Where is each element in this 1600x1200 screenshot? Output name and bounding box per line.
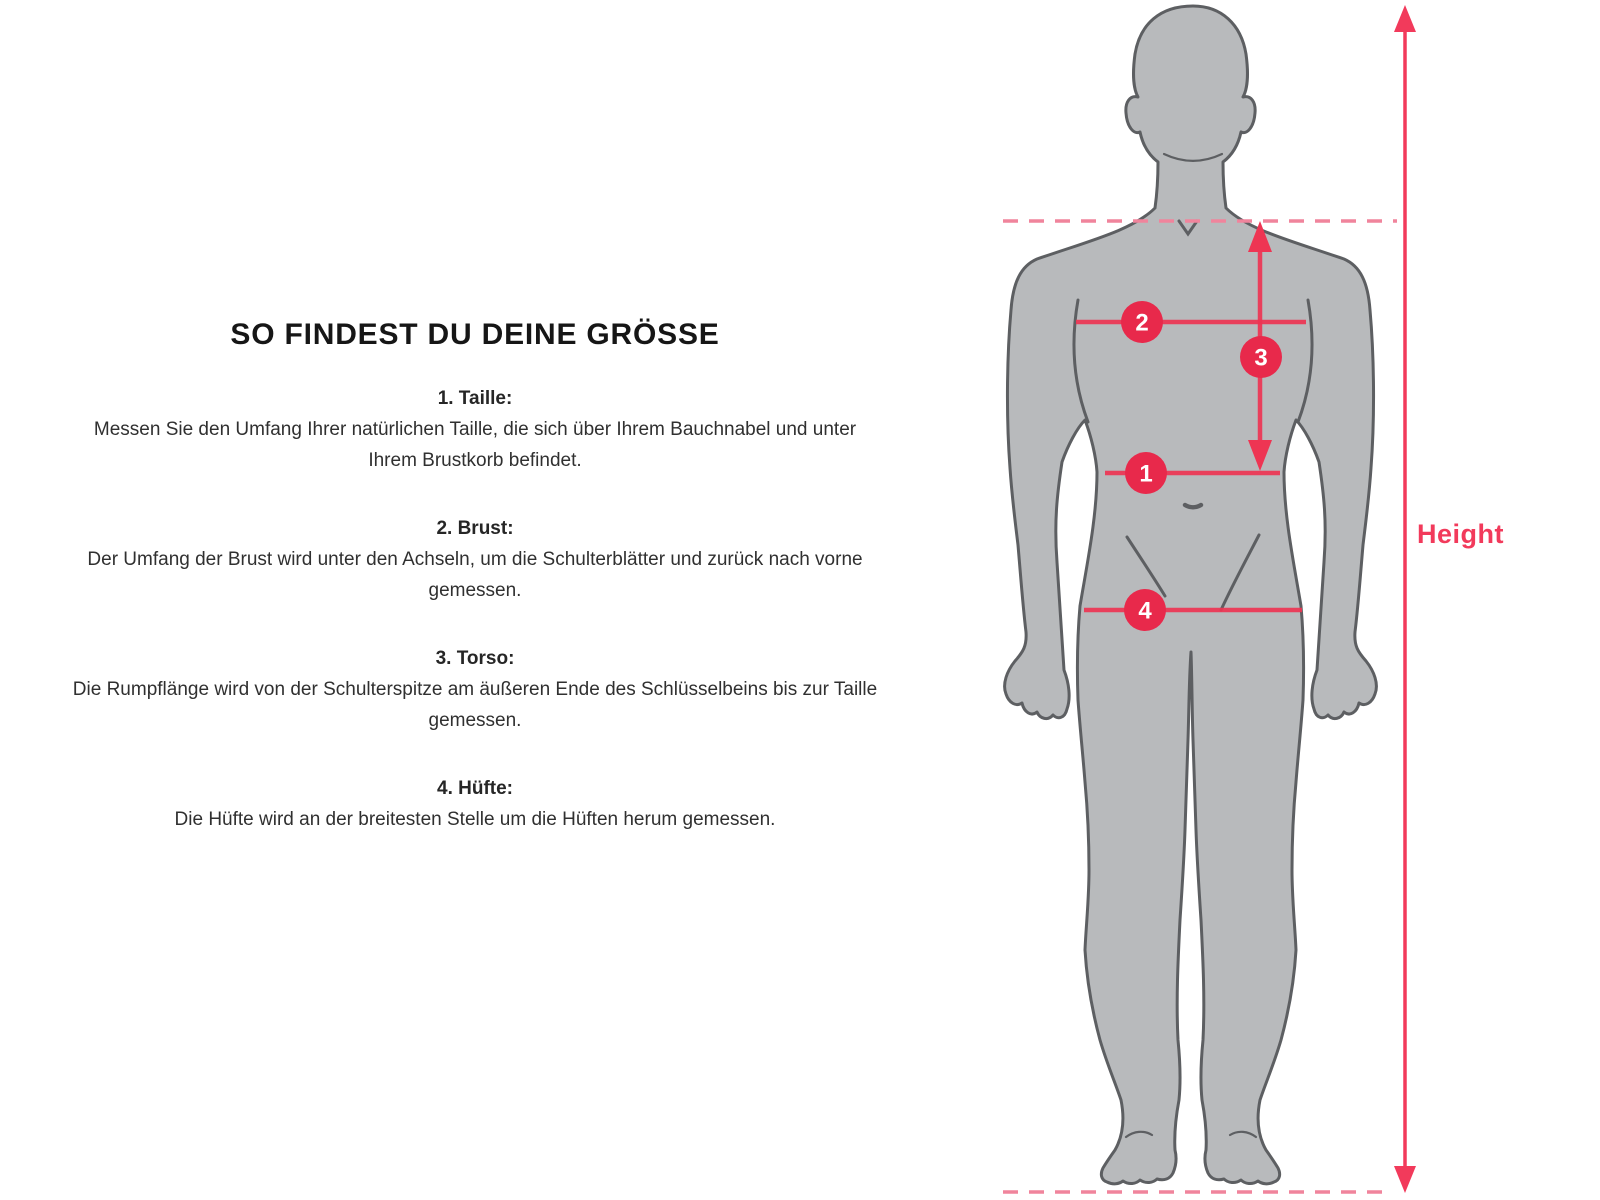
height-label: Height (1417, 519, 1504, 549)
page-title: SO FINDEST DU DEINE GRÖSSE (230, 318, 720, 351)
section-taille-body: Messen Sie den Umfang Ihrer natürlichen Taille, die sich über Ihrem Bauchnabel und unter Ihrem Brustkorb befindet. (93, 419, 857, 471)
marker-badge-1 (1125, 452, 1167, 494)
body-silhouette (1005, 6, 1377, 1184)
section-torso-body: Die Rumpflänge wird von der Schulterspitze am äußeren Ende des Schlüsselbeins bis zur Taille gemessen. (72, 679, 878, 731)
marker-number-3: 3 (1254, 344, 1268, 372)
section-huefte-body: Die Hüfte wird an der breitesten Stelle um die Hüften herum gemessen. (174, 809, 776, 830)
height-arrow-bottom-head (1394, 1166, 1416, 1193)
section-brust-body: Der Umfang der Brust wird unter den Achseln, um die Schulterblätter und zurück nach vorne gemessen. (87, 549, 863, 601)
navel-mark (1185, 505, 1201, 507)
marker-number-2: 2 (1135, 309, 1149, 337)
section-torso-heading: 3. Torso: (435, 648, 515, 669)
marker-badge-3 (1240, 336, 1282, 378)
height-arrow (1394, 5, 1416, 1193)
marker-number-4: 4 (1138, 597, 1152, 625)
marker-badge-2 (1121, 301, 1163, 343)
marker-badge-4 (1124, 589, 1166, 631)
section-huefte-heading: 4. Hüfte: (437, 778, 513, 799)
section-brust-heading: 2. Brust: (436, 518, 514, 539)
marker-number-1: 1 (1139, 460, 1153, 488)
section-taille-heading: 1. Taille: (437, 388, 513, 409)
height-arrow-top-head (1394, 5, 1416, 32)
